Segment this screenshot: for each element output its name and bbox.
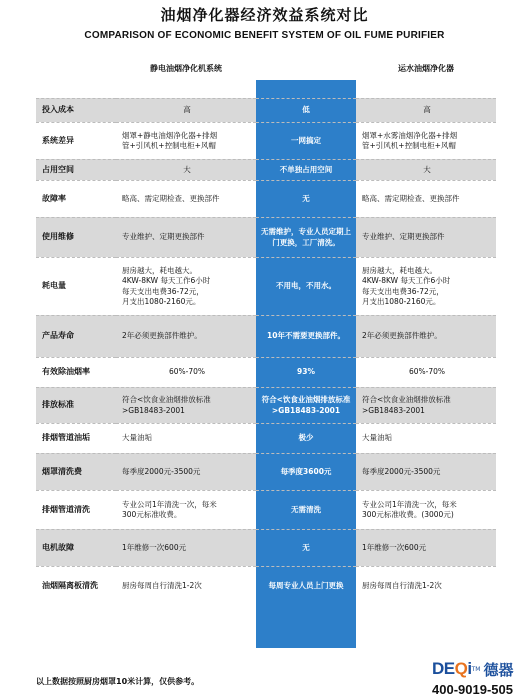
- cell-line: 大: [423, 164, 431, 174]
- row-label: 使用维修: [36, 217, 116, 257]
- cell-line: >GB18483-2001: [271, 405, 341, 415]
- cell-water: [356, 357, 496, 387]
- cell-esp: [116, 566, 256, 606]
- cell-line: 厨房越大，耗电越大。: [122, 266, 197, 276]
- cell-water: [356, 180, 496, 217]
- cell-esp: [116, 357, 256, 387]
- row-label: 投入成本: [36, 98, 116, 122]
- cell-esp: [116, 98, 256, 122]
- cell-line: 每季度3600元: [280, 466, 332, 476]
- col-header-hegou: 禾构油烟净化除油器: [270, 63, 342, 73]
- cell-hegou: [256, 122, 356, 159]
- cell-line: 300元标准收费。(3000元): [362, 510, 454, 519]
- cell-water: [356, 257, 496, 315]
- cell-line: 60%-70%: [168, 367, 206, 377]
- cell-line: 不单独占用空间: [279, 164, 333, 174]
- cell-line: 专业公司1年清洗一次，每米: [362, 499, 457, 509]
- row-label: 油烟隔离板清洗: [36, 566, 116, 606]
- row-label: 产品寿命: [36, 315, 116, 357]
- row-label: 故障率: [36, 180, 116, 217]
- cell-line: 略高、需定期检查、更换部件: [122, 193, 220, 203]
- cell-hegou: [256, 315, 356, 357]
- cell-line: 2年必须更换部件维护。: [122, 331, 202, 341]
- cell-hegou: [256, 180, 356, 217]
- cell-water: [356, 453, 496, 490]
- cell-water: [356, 529, 496, 566]
- cell-line: 符合<饮食业油烟排放标准: [362, 395, 451, 405]
- row-label: 电机故障: [36, 529, 116, 566]
- brand-logo: [432, 658, 524, 680]
- page-title-cn: 油烟净化器经济效益系统对比: [160, 6, 369, 24]
- col-header-esp: 静电油烟净化机系统: [150, 63, 222, 73]
- cell-hegou: [256, 357, 356, 387]
- cell-line: 大量油垢: [362, 433, 392, 443]
- row-label: 烟罩清洗费: [36, 453, 116, 490]
- cell-line: 4KW-8KW 每天工作6小时: [122, 276, 211, 286]
- cell-line: 一网搞定: [291, 135, 321, 145]
- cell-esp: [116, 159, 256, 180]
- cell-hegou: [256, 387, 356, 423]
- cell-line: 管+引风机+控制电柜+风帽: [122, 141, 216, 150]
- logo-chinese: 德器: [483, 660, 514, 679]
- cell-line: 烟罩+静电油烟净化器+排烟: [122, 130, 218, 140]
- cell-water: [356, 159, 496, 180]
- col-header-water: 运水油烟净化器: [398, 63, 454, 73]
- cell-esp: [116, 423, 256, 453]
- cell-line: >GB18483-2001: [122, 405, 185, 415]
- cell-esp: [116, 180, 256, 217]
- cell-water: [356, 122, 496, 159]
- cell-hegou: [256, 159, 356, 180]
- cell-line: 极少: [298, 433, 314, 443]
- cell-water: [356, 315, 496, 357]
- cell-water: [356, 98, 496, 122]
- row-label: 有效除油烟率: [36, 357, 116, 387]
- cell-hegou: [256, 490, 356, 529]
- phone-number: 400-9019-505: [432, 682, 513, 697]
- footnote: 以上数据按照厨房烟罩10米计算，仅供参考。: [36, 677, 200, 686]
- cell-water: [356, 387, 496, 423]
- cell-line: 大: [183, 164, 191, 174]
- cell-line: 高: [183, 105, 191, 115]
- cell-line: 月支出1080-2160元。: [362, 296, 441, 306]
- cell-line: 月支出1080-2160元。: [122, 296, 201, 306]
- cell-line: 管+引风机+控制电柜+风帽: [362, 141, 456, 150]
- cell-line: 略高、需定期检查、更换部件: [362, 193, 460, 203]
- cell-line: 93%: [297, 367, 315, 377]
- row-label: 耗电量: [36, 257, 116, 315]
- cell-water: [356, 566, 496, 606]
- cell-line: 每周专业人员上门更换: [268, 581, 344, 591]
- cell-line: 60%-70%: [408, 367, 446, 377]
- cell-esp: [116, 315, 256, 357]
- cell-hegou: [256, 529, 356, 566]
- cell-line: 1年维修一次600元: [122, 542, 187, 552]
- cell-line: 每天支出电费36-72元，: [122, 286, 204, 296]
- cell-water: [356, 490, 496, 529]
- cell-line: 厨房越大，耗电越大。: [362, 266, 437, 276]
- cell-line: 符合<饮食业油烟排放标准: [261, 395, 351, 405]
- cell-esp: [116, 257, 256, 315]
- comparison-table: [36, 58, 496, 648]
- cell-line: 不用电，不用水。: [276, 281, 336, 291]
- cell-hegou: [256, 423, 356, 453]
- cell-line: 无需清洗: [291, 504, 321, 514]
- cell-line: 符合<饮食业油烟排放标准: [122, 395, 211, 405]
- cell-esp: [116, 490, 256, 529]
- cell-hegou: [256, 98, 356, 122]
- logo-wordmark: DEQi: [432, 659, 472, 678]
- cell-line: 门更换，工厂清洗。: [272, 237, 340, 247]
- cell-line: 10年不需要更换部件。: [267, 331, 345, 341]
- row-label: 排烟管道清洗: [36, 490, 116, 529]
- cell-esp: [116, 387, 256, 423]
- cell-line: 烟罩+水雾油烟净化器+排烟: [362, 130, 458, 140]
- cell-line: 每季度2000元-3500元: [122, 466, 201, 476]
- trademark-mark: TM: [471, 665, 481, 673]
- row-label: 占用空间: [36, 159, 116, 180]
- row-label: 排烟管道油垢: [36, 423, 116, 453]
- cell-line: >GB18483-2001: [362, 405, 425, 415]
- row-label: 排放标准: [36, 387, 116, 423]
- cell-esp: [116, 122, 256, 159]
- cell-line: 300元标准收费。: [122, 510, 182, 519]
- cell-water: [356, 423, 496, 453]
- cell-line: 每天支出电费36-72元，: [362, 286, 444, 296]
- cell-line: 每季度2000元-3500元: [362, 466, 441, 476]
- cell-esp: [116, 529, 256, 566]
- row-label: 系统差异: [36, 122, 116, 159]
- page-title-en: COMPARISON OF ECONOMIC BENEFIT SYSTEM OF OIL FUME PURIFIER: [84, 30, 445, 41]
- cell-line: 厨房每周自行清洗1-2次: [362, 581, 442, 591]
- cell-line: 专业公司1年清洗一次，每米: [122, 499, 217, 509]
- cell-line: 专业维护、定期更换部件: [122, 232, 205, 242]
- cell-line: 大量油垢: [122, 433, 152, 443]
- cell-water: [356, 217, 496, 257]
- cell-line: 无: [302, 542, 310, 552]
- cell-line: 无需维护，专业人员定期上: [261, 227, 351, 237]
- cell-esp: [116, 217, 256, 257]
- cell-line: 1年维修一次600元: [362, 542, 427, 552]
- cell-hegou: [256, 217, 356, 257]
- cell-line: 无: [302, 193, 310, 203]
- cell-line: 低: [302, 105, 310, 115]
- cell-line: 4KW-8KW 每天工作6小时: [362, 276, 451, 286]
- cell-esp: [116, 453, 256, 490]
- cell-line: 专业维护、定期更换部件: [362, 232, 445, 242]
- cell-line: 高: [423, 105, 431, 115]
- cell-hegou: [256, 257, 356, 315]
- cell-line: 厨房每周自行清洗1-2次: [122, 581, 202, 591]
- cell-line: 2年必须更换部件维护。: [362, 331, 442, 341]
- cell-hegou: [256, 453, 356, 490]
- cell-hegou: [256, 566, 356, 606]
